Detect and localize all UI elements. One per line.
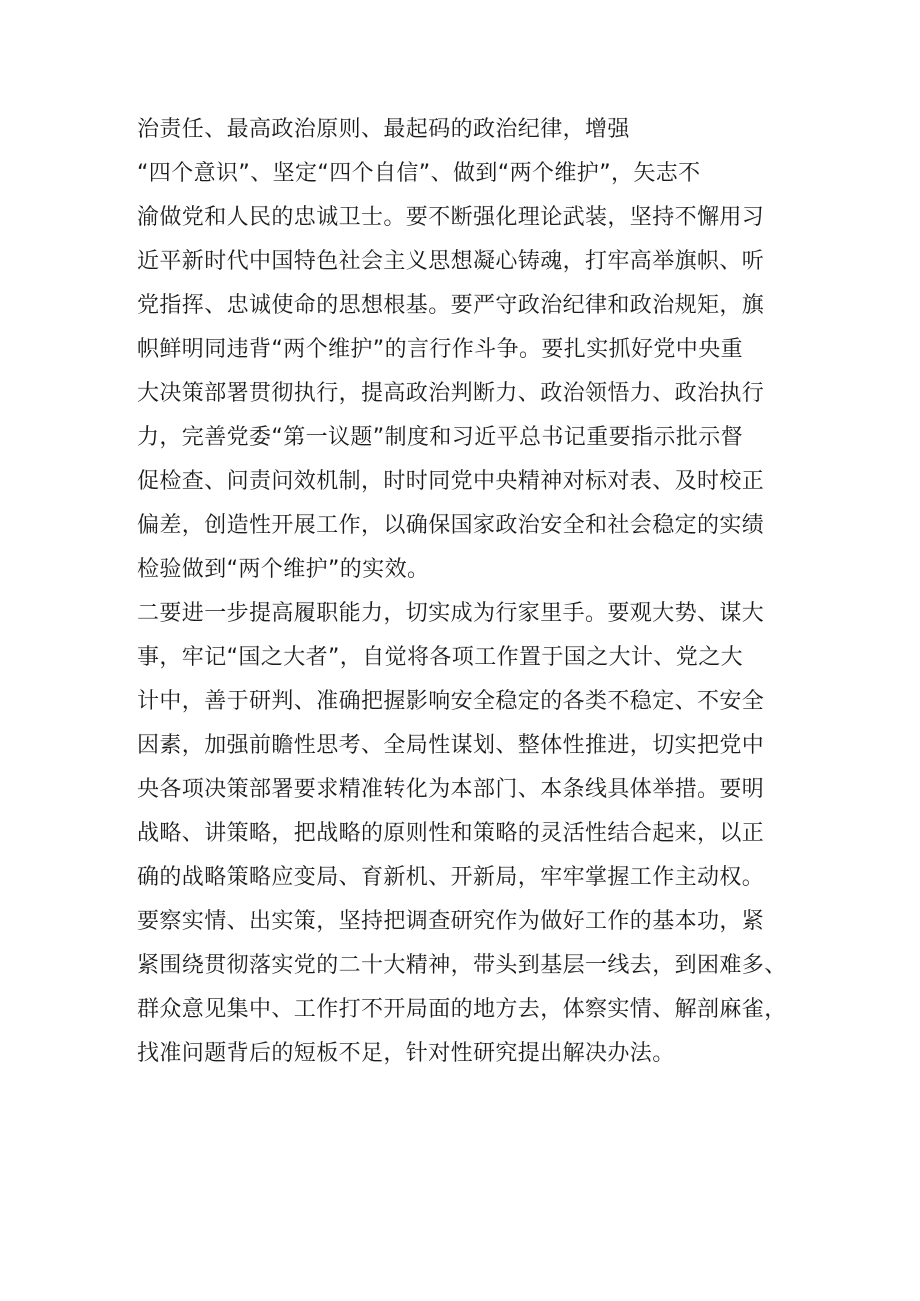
text-line: 找准问题背后的短板不足，针对性研究提出解决办法。: [137, 1041, 675, 1066]
text-line: 事，牢记“国之大者”，自觉将各项工作置于国之大计、党之大: [137, 645, 743, 670]
text-line: “四个意识”、坚定“四个自信”、做到“两个维护”，矢志不: [137, 161, 701, 186]
text-line: 紧围绕贯彻落实党的二十大精神，带头到基层一线去，到困难多、: [137, 953, 787, 978]
text-line: 治责任、最高政治原则、最起码的政治纪律，增强: [137, 117, 630, 142]
text-line: 检验做到“两个维护”的实效。: [137, 557, 430, 582]
text-line: 因素，加强前瞻性思考、全局性谋划、整体性推进，切实把党中: [137, 733, 765, 758]
text-line: 确的战略策略应变局、育新机、开新局，牢牢掌握工作主动权。: [137, 865, 765, 890]
text-line: 党指挥、忠诚使命的思想根基。要严守政治纪律和政治规矩，旗: [137, 293, 765, 318]
text-line: 渝做党和人民的忠诚卫士。要不断强化理论武装，坚持不懈用习: [137, 205, 765, 230]
text-line: 力，完善党委“第一议题”制度和习近平总书记重要指示批示督: [137, 425, 743, 450]
text-line: 帜鲜明同违背“两个维护”的言行作斗争。要扎实抓好党中央重: [137, 337, 743, 362]
text-line: 偏差，创造性开展工作，以确保国家政治安全和社会稳定的实绩: [137, 513, 765, 538]
text-line: 央各项决策部署要求精准转化为本部门、本条线具体举措。要明: [137, 777, 765, 802]
text-line: 促检查、问责问效机制，时时同党中央精神对标对表、及时校正: [137, 469, 765, 494]
text-line: 群众意见集中、工作打不开局面的地方去，体察实情、解剖麻雀，: [137, 997, 787, 1022]
text-line: 要察实情、出实策，坚持把调查研究作为做好工作的基本功，紧: [137, 909, 765, 934]
text-line: 二要进一步提高履职能力，切实成为行家里手。要观大势、谋大: [137, 601, 765, 626]
text-line: 计中，善于研判、准确把握影响安全稳定的各类不稳定、不安全: [137, 689, 765, 714]
text-line: 近平新时代中国特色社会主义思想凝心铸魂，打牢高举旗帜、听: [137, 249, 765, 274]
text-line: 战略、讲策略，把战略的原则性和策略的灵活性结合起来，以正: [137, 821, 765, 846]
text-line: 大决策部署贯彻执行，提高政治判断力、政治领悟力、政治执行: [137, 381, 765, 406]
